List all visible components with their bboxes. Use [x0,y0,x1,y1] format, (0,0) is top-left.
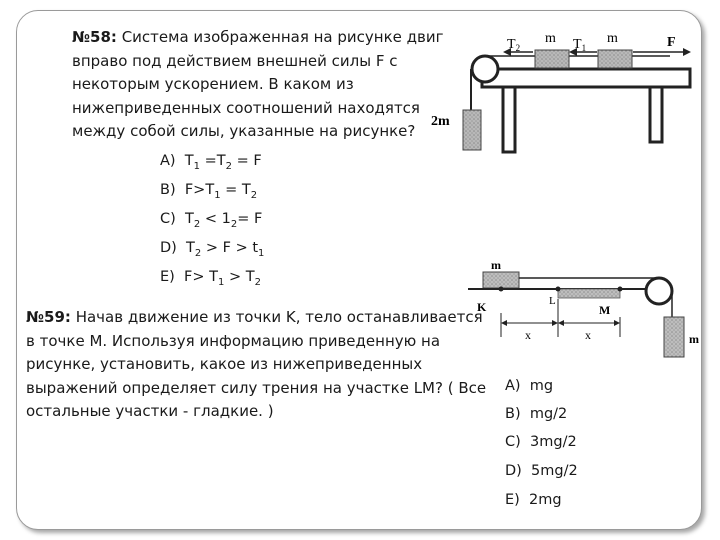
block-m1 [535,50,569,68]
point-k [499,287,504,292]
q59-line: в точке M. Используя информацию приведенную на [26,331,441,350]
option-sub: 2 [194,247,202,259]
option-letter: A) [160,153,176,169]
label-m1: m [545,31,556,46]
option-part: = F [237,211,263,227]
label-m-hanging: m [689,332,699,346]
label-t2: $T_2$ [507,37,521,53]
label-m-top: m [491,258,501,272]
q58-figure [425,22,700,162]
q59-text [26,306,486,424]
label-m2: m [607,31,618,46]
point-l [556,287,561,292]
label-x1: x [525,328,531,342]
q59-line: остальные участки - гладкие. ) [26,402,274,420]
q58-option-e [160,269,261,288]
option-sub: 2 [193,218,201,230]
table-leg-right [650,87,662,142]
block-2m [463,110,481,150]
block-m-top [483,272,519,288]
q59-option-e [505,492,562,508]
q58-number: №58: [72,28,117,46]
q59-option-b [505,406,567,422]
arrow-f-head [683,48,691,56]
option-part: < 1 [200,211,231,227]
label-mm: M [599,303,611,317]
option-letter: D) [505,463,522,479]
option-sub: 2 [230,218,238,230]
q59-figure [463,255,703,375]
option-sub: 1 [214,189,221,201]
option-text: mg/2 [529,406,568,422]
option-part: =T [200,153,226,169]
label-l: L [549,295,556,307]
q58-line: Система изображенная на рисунке двиг [116,28,444,46]
option-part: T [185,211,194,227]
q59-line: Начав движение из точки K, тело останавливается [70,308,483,326]
q59-option-c [505,434,577,450]
table-top [482,69,690,87]
block-m2 [598,50,632,68]
option-letter: E) [505,492,520,508]
q59-option-a [505,378,553,394]
option-sub: 2 [254,276,261,288]
option-part: T [184,153,194,169]
q58-option-b [160,182,258,201]
dim-arrow [552,320,558,326]
option-part: = T [220,182,251,198]
option-letter: C) [160,211,176,227]
option-letter: D) [160,240,177,256]
label-2m: 2m [431,114,450,129]
option-letter: B) [505,406,521,422]
option-letter: A) [505,378,521,394]
option-part: > F > t [201,240,259,256]
option-sub: 1 [258,247,265,259]
option-text: mg [529,378,554,394]
pulley [646,278,672,304]
q59-line: выражений определяет силу трения на участке LM? ( Все [26,378,487,397]
q58-option-a [160,153,262,172]
option-part: F>T [184,182,215,198]
option-text: 2mg [529,492,562,508]
dim-arrow [501,320,507,326]
q58-line: некоторым ускорением. В каком из [72,75,354,93]
pulley [472,56,498,82]
dim-arrow [558,320,564,326]
option-part: F> T [184,269,219,285]
q58-option-d [160,240,265,259]
option-sub: 1 [193,160,201,172]
option-text: 5mg/2 [531,463,578,479]
table-leg-left [503,87,515,152]
dim-arrow [614,320,620,326]
option-sub: 1 [218,276,225,288]
option-letter: C) [505,434,521,450]
q58-text [72,26,443,144]
option-letter: B) [160,182,176,198]
option-part: T [186,240,195,256]
q58-option-c [160,211,263,230]
option-part: = F [232,153,262,169]
option-sub: 2 [250,189,258,201]
option-sub: 2 [225,160,233,172]
q59-number: №59: [26,308,71,326]
q58-line: нижеприведенных соотношений находятся [72,98,420,117]
rough-section-lm [558,289,620,298]
q59-option-d [505,463,578,479]
q59-line: рисунке, установить, какое из нижеприведенных [26,355,423,373]
point-m [618,287,623,292]
label-f: F [667,35,676,50]
q58-line: между собой силы, указанные на рисунке? [72,122,416,140]
block-m-hanging [664,317,684,357]
option-part: > T [224,269,255,285]
option-text: 3mg/2 [530,434,577,450]
label-k: K [477,300,487,314]
option-letter: E) [160,269,175,285]
label-x2: x [585,328,591,342]
q58-line: вправо под действием внешней силы F с [72,51,398,70]
label-t1: $T_1$ [573,37,587,53]
